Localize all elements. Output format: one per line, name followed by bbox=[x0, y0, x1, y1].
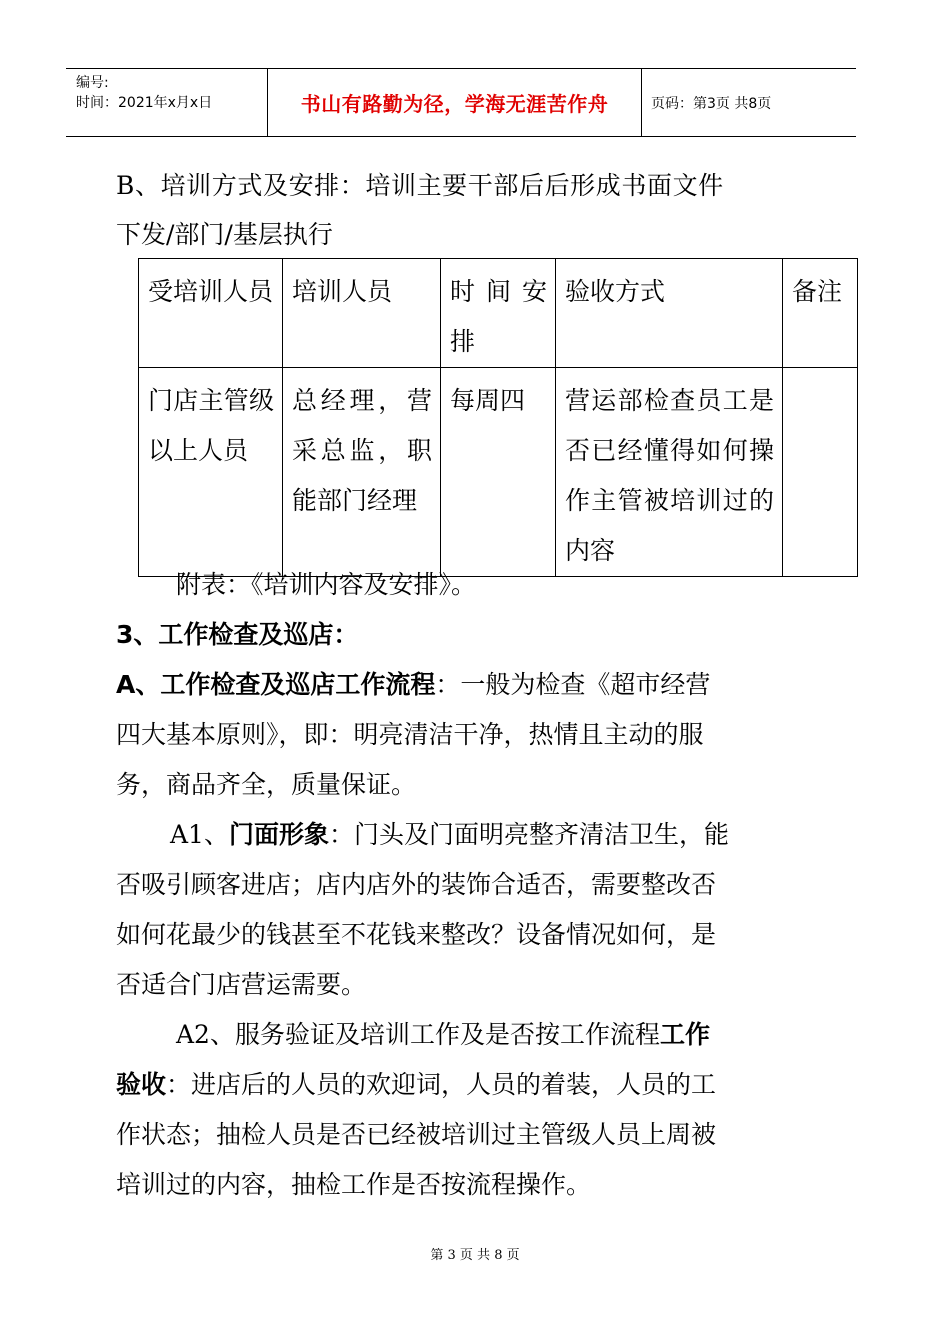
table-header-cell: 备注 bbox=[783, 259, 858, 368]
paragraph-line: 如何花最少的钱甚至不花钱来整改？设备情况如何，是 bbox=[116, 920, 717, 949]
page-header bbox=[66, 68, 856, 137]
header-meta bbox=[76, 73, 212, 113]
paragraph-line: 务，商品齐全，质量保证。 bbox=[116, 770, 417, 799]
header-divider bbox=[641, 69, 642, 136]
table-header-cell: 受培训人员 bbox=[139, 259, 283, 368]
table-header-row bbox=[139, 259, 858, 368]
document-time-label: 时间：2021年x月x日 bbox=[76, 95, 213, 111]
paragraph-bold-lead: 验收 bbox=[116, 1070, 167, 1099]
paragraph-line: 培训过的内容，抽检工作是否按流程操作。 bbox=[116, 1170, 592, 1199]
paragraph-line: 作状态；抽检人员是否已经被培训过主管级人员上周被 bbox=[116, 1120, 717, 1149]
paragraph-line: 四大基本原则》，即：明亮清洁干净，热情且主动的服 bbox=[116, 720, 704, 749]
table-cell: 门店主管级以上人员 bbox=[139, 368, 283, 577]
table-row bbox=[139, 368, 858, 577]
paragraph-text: ：门头及门面明亮整齐清洁卫生，能 bbox=[328, 820, 729, 849]
paragraph-text: ：一般为检查《超市经营 bbox=[435, 670, 711, 699]
paragraph-line: 否适合门店营运需要。 bbox=[116, 970, 367, 999]
paragraph-line bbox=[116, 670, 710, 700]
table-cell: 总经理，营采总监，职能部门经理 bbox=[283, 368, 441, 577]
paragraph-line: 否吸引顾客进店；店内店外的装饰合适否，需要整改否 bbox=[116, 870, 717, 899]
header-page-number: 页码：第3页 共8页 bbox=[651, 95, 772, 112]
paragraph-line bbox=[170, 820, 729, 850]
table-cell bbox=[783, 368, 858, 577]
paragraph-text: A2、服务验证及培训工作及是否按工作流程 bbox=[176, 1020, 660, 1049]
paragraph-bold-lead: A、工作检查及巡店工作流程 bbox=[116, 670, 436, 699]
training-table bbox=[138, 258, 858, 577]
paragraph-prefix: A1、 bbox=[170, 820, 229, 849]
page-footer: 第 3 页 共 8 页 bbox=[430, 1248, 520, 1263]
appendix-note: 附表：《培训内容及安排》。 bbox=[176, 570, 477, 599]
paragraph-text: ：进店后的人员的欢迎词，人员的着装，人员的工 bbox=[166, 1070, 717, 1099]
section-b-line: 下发/部门/基层执行 bbox=[116, 220, 333, 249]
table-cell: 每周四 bbox=[441, 368, 556, 577]
document-number-label: 编号: bbox=[76, 75, 109, 91]
paragraph-line bbox=[116, 1070, 716, 1100]
table-header-cell: 验收方式 bbox=[556, 259, 783, 368]
header-motto: 书山有路勤为径，学海无涯苦作舟 bbox=[300, 92, 609, 116]
table-header-cell: 培训人员 bbox=[283, 259, 441, 368]
section-b-line: B、培训方式及安排：培训主要干部后后形成书面文件 bbox=[116, 171, 724, 200]
table-cell: 营运部检查员工是否已经懂得如何操作主管被培训过的内容 bbox=[556, 368, 783, 577]
paragraph-bold-lead: 门面形象 bbox=[228, 820, 329, 849]
section-heading: 3、工作检查及巡店： bbox=[116, 620, 359, 649]
paragraph-line bbox=[176, 1020, 710, 1050]
table-header-cell: 时间安排 bbox=[441, 259, 556, 368]
paragraph-bold-lead: 工作 bbox=[659, 1020, 710, 1049]
